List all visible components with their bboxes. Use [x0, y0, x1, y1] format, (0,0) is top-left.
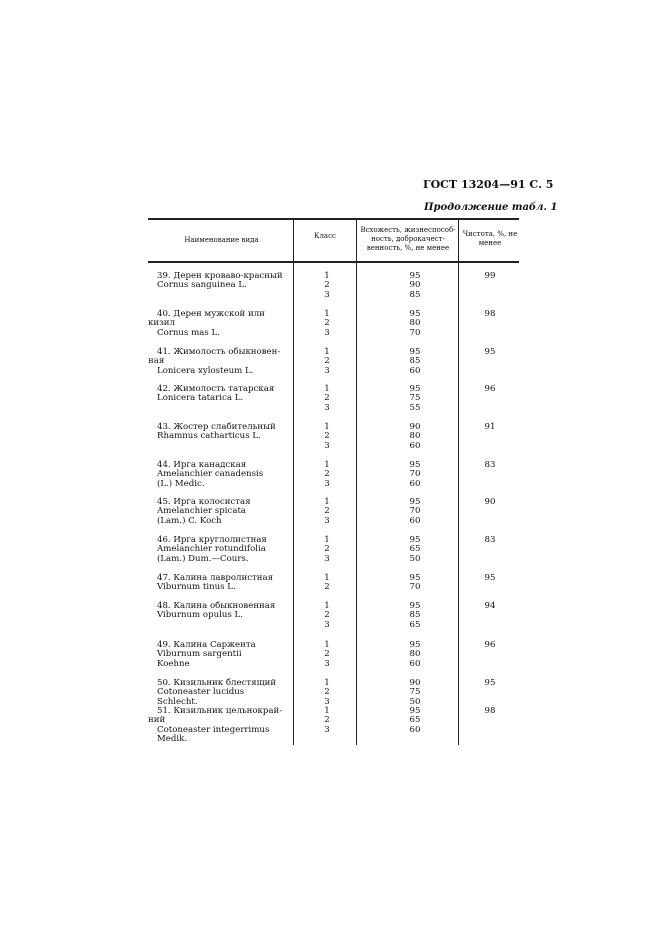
germination-value-column	[395, 536, 435, 564]
column-header-name: Наименование вида	[184, 236, 259, 244]
species-name-line: Lonicera tatarica L.	[157, 393, 244, 404]
germination-value-column	[395, 348, 435, 376]
class-value: 1	[324, 497, 330, 507]
germination-value: 60	[409, 365, 421, 376]
class-value: 3	[324, 553, 330, 564]
species-name	[148, 385, 293, 404]
species-name	[148, 602, 293, 621]
species-name-line: 46. Ирга круглолистная	[157, 535, 267, 545]
species-name-line: 43. Жостер слабительный	[157, 422, 276, 432]
class-value: 1	[324, 309, 330, 319]
germination-value: 50	[409, 553, 421, 564]
germination-value-column	[395, 310, 435, 338]
germination-value: 90	[409, 678, 421, 688]
class-value: 2	[324, 431, 330, 442]
germination-value-column	[395, 423, 435, 451]
germination-value-column	[395, 679, 435, 707]
germination-value: 70	[409, 582, 421, 593]
class-value-column	[312, 310, 342, 338]
species-name	[148, 498, 293, 526]
species-name	[148, 536, 293, 564]
species-name-line: Schlecht.	[157, 696, 198, 707]
germination-value-column	[395, 385, 435, 413]
table-continuation-label: Продолжение табл. 1	[424, 202, 558, 213]
class-value: 2	[324, 544, 330, 555]
germination-value: 95	[409, 706, 421, 716]
purity-value: 94	[484, 601, 496, 611]
germination-value: 65	[409, 715, 421, 726]
germination-value: 95	[409, 271, 421, 281]
species-name	[148, 574, 293, 593]
species-name-line: 49. Калина Саржента	[157, 640, 256, 650]
class-value: 1	[324, 573, 330, 583]
species-name	[148, 707, 293, 745]
class-value-column	[312, 679, 342, 707]
species-name-line: 47. Калина лавролистная	[157, 573, 274, 583]
germination-value: 80	[409, 649, 421, 660]
germination-value: 95	[409, 384, 421, 394]
purity-value: 91	[484, 422, 496, 432]
germination-value: 95	[409, 535, 421, 545]
class-value: 2	[324, 582, 330, 593]
germination-value: 60	[409, 478, 421, 489]
species-name	[148, 423, 293, 442]
class-value: 1	[324, 706, 330, 716]
class-value-column	[312, 498, 342, 526]
purity-value: 90	[484, 497, 496, 507]
class-value: 2	[324, 318, 330, 329]
species-name-line: 45. Ирга колосистая	[157, 497, 251, 507]
germination-value: 80	[409, 431, 421, 442]
species-name-line: Amelanchier canadensis	[157, 469, 264, 480]
germination-value-column	[395, 272, 435, 300]
class-value: 1	[324, 601, 330, 611]
class-value: 1	[324, 535, 330, 545]
species-name	[148, 310, 293, 338]
germination-value: 70	[409, 327, 421, 338]
class-value: 3	[324, 658, 330, 669]
species-name	[148, 348, 293, 376]
class-value: 1	[324, 347, 330, 357]
germination-value: 50	[409, 696, 421, 707]
column-divider	[356, 219, 357, 745]
purity-value: 83	[484, 460, 496, 470]
germination-value: 90	[409, 422, 421, 432]
class-value-column	[312, 272, 342, 300]
species-name-line: ная	[148, 356, 165, 367]
column-header-germination: Всхожесть, жизнеспособ-ность, доброкачест-венность, %, не менее	[360, 226, 456, 252]
germination-value: 60	[409, 440, 421, 451]
class-value: 3	[324, 327, 330, 338]
class-value: 3	[324, 478, 330, 489]
purity-value: 98	[484, 309, 496, 319]
germination-value: 95	[409, 347, 421, 357]
class-value: 2	[324, 506, 330, 517]
species-name-line: (L.) Medic.	[157, 478, 205, 489]
class-value: 3	[324, 365, 330, 376]
class-value: 2	[324, 715, 330, 726]
germination-value-column	[395, 574, 435, 593]
class-value: 1	[324, 271, 330, 281]
class-value: 1	[324, 640, 330, 650]
species-name-line: Viburnum tinus L.	[157, 582, 236, 593]
purity-value: 99	[484, 271, 496, 281]
species-name-line: Viburnum sargentii	[157, 649, 242, 660]
germination-value: 70	[409, 469, 421, 480]
germination-value: 95	[409, 601, 421, 611]
species-name	[148, 272, 293, 291]
germination-value-column	[395, 707, 435, 735]
class-value: 1	[324, 460, 330, 470]
table-header-rule	[148, 261, 519, 263]
class-value: 3	[324, 402, 330, 413]
species-name-line: 41. Жимолость обыкновен-	[157, 347, 281, 357]
purity-value: 95	[484, 347, 496, 357]
class-value: 2	[324, 687, 330, 698]
germination-value: 80	[409, 318, 421, 329]
species-name-line: Amelanchier spicata	[157, 506, 247, 517]
species-name-line: 50. Кизильник блестящий	[157, 678, 277, 688]
germination-value: 90	[409, 280, 421, 291]
germination-value-column	[395, 602, 435, 630]
class-value: 3	[324, 696, 330, 707]
germination-value: 95	[409, 460, 421, 470]
germination-value: 85	[409, 356, 421, 367]
class-value: 2	[324, 280, 330, 291]
species-name-line: 39. Дерен кроваво-красный	[157, 271, 283, 281]
column-divider	[293, 219, 294, 745]
purity-value: 98	[484, 706, 496, 716]
species-name-line: 48. Калина обыкновенная	[157, 601, 276, 611]
purity-value: 83	[484, 535, 496, 545]
class-value-column	[312, 641, 342, 669]
class-value-column	[312, 574, 342, 593]
species-name-line: Rhamnus catharticus L.	[157, 431, 261, 442]
class-value: 2	[324, 610, 330, 621]
class-value-column	[312, 602, 342, 630]
species-name-line: кизил	[148, 318, 175, 329]
germination-value: 85	[409, 610, 421, 621]
germination-value: 65	[409, 544, 421, 555]
species-name-line: Lonicera xylosteum L.	[157, 365, 254, 376]
standard-number: ГОСТ 13204—91 С. 5	[423, 178, 554, 191]
purity-value: 96	[484, 384, 496, 394]
germination-value: 70	[409, 506, 421, 517]
species-name-line: (Lam.) C. Koch	[157, 515, 222, 526]
species-name-line: Cornus sanguinea L.	[157, 280, 247, 291]
class-value-column	[312, 348, 342, 376]
class-value: 1	[324, 422, 330, 432]
purity-value: 95	[484, 678, 496, 688]
purity-value: 96	[484, 640, 496, 650]
class-value: 2	[324, 356, 330, 367]
species-name-line: Medik.	[157, 734, 188, 745]
species-name	[148, 679, 293, 707]
class-value-column	[312, 385, 342, 413]
class-value: 3	[324, 515, 330, 526]
class-value: 2	[324, 469, 330, 480]
germination-value: 55	[409, 402, 421, 413]
class-value: 1	[324, 678, 330, 688]
germination-value: 60	[409, 724, 421, 735]
class-value-column	[312, 423, 342, 451]
germination-value: 65	[409, 619, 421, 630]
class-value: 3	[324, 619, 330, 630]
species-name-line: ний	[148, 715, 166, 726]
species-name	[148, 461, 293, 489]
species-name-line: (Lam.) Dum.—Cours.	[157, 553, 249, 564]
column-header-class: Класс	[314, 232, 336, 240]
species-name-line: Cotoneaster lucidus	[157, 687, 245, 698]
class-value-column	[312, 536, 342, 564]
germination-value: 95	[409, 497, 421, 507]
column-header-purity: Чистота, %, не менее	[462, 230, 518, 247]
germination-value: 95	[409, 309, 421, 319]
species-name-line: Koehne	[157, 658, 190, 669]
species-name-line: 40. Дерен мужской или	[157, 309, 265, 319]
purity-value: 95	[484, 573, 496, 583]
species-name-line: 51. Кизильник цельнокрай-	[157, 706, 283, 716]
germination-value-column	[395, 641, 435, 669]
class-value: 3	[324, 440, 330, 451]
species-name-line: Viburnum opulus L.	[157, 610, 243, 621]
column-divider	[458, 219, 459, 745]
germination-value: 95	[409, 640, 421, 650]
table-top-rule	[148, 218, 519, 220]
germination-value: 85	[409, 289, 421, 300]
class-value: 2	[324, 393, 330, 404]
germination-value: 75	[409, 687, 421, 698]
germination-value: 95	[409, 573, 421, 583]
germination-value: 75	[409, 393, 421, 404]
germination-value: 60	[409, 515, 421, 526]
class-value-column	[312, 461, 342, 489]
class-value: 3	[324, 724, 330, 735]
class-value: 2	[324, 649, 330, 660]
class-value: 3	[324, 289, 330, 300]
germination-value-column	[395, 461, 435, 489]
species-name	[148, 641, 293, 669]
species-name-line: Amelanchier rotundifolia	[157, 544, 266, 555]
species-name-line: 42. Жимолость татарская	[157, 384, 275, 394]
class-value: 1	[324, 384, 330, 394]
species-name-line: 44. Ирга канадская	[157, 460, 247, 470]
germination-value: 60	[409, 658, 421, 669]
class-value-column	[312, 707, 342, 735]
species-name-line: Cornus mas L.	[157, 327, 220, 338]
species-name-line: Cotoneaster integerrimus	[157, 724, 270, 735]
germination-value-column	[395, 498, 435, 526]
